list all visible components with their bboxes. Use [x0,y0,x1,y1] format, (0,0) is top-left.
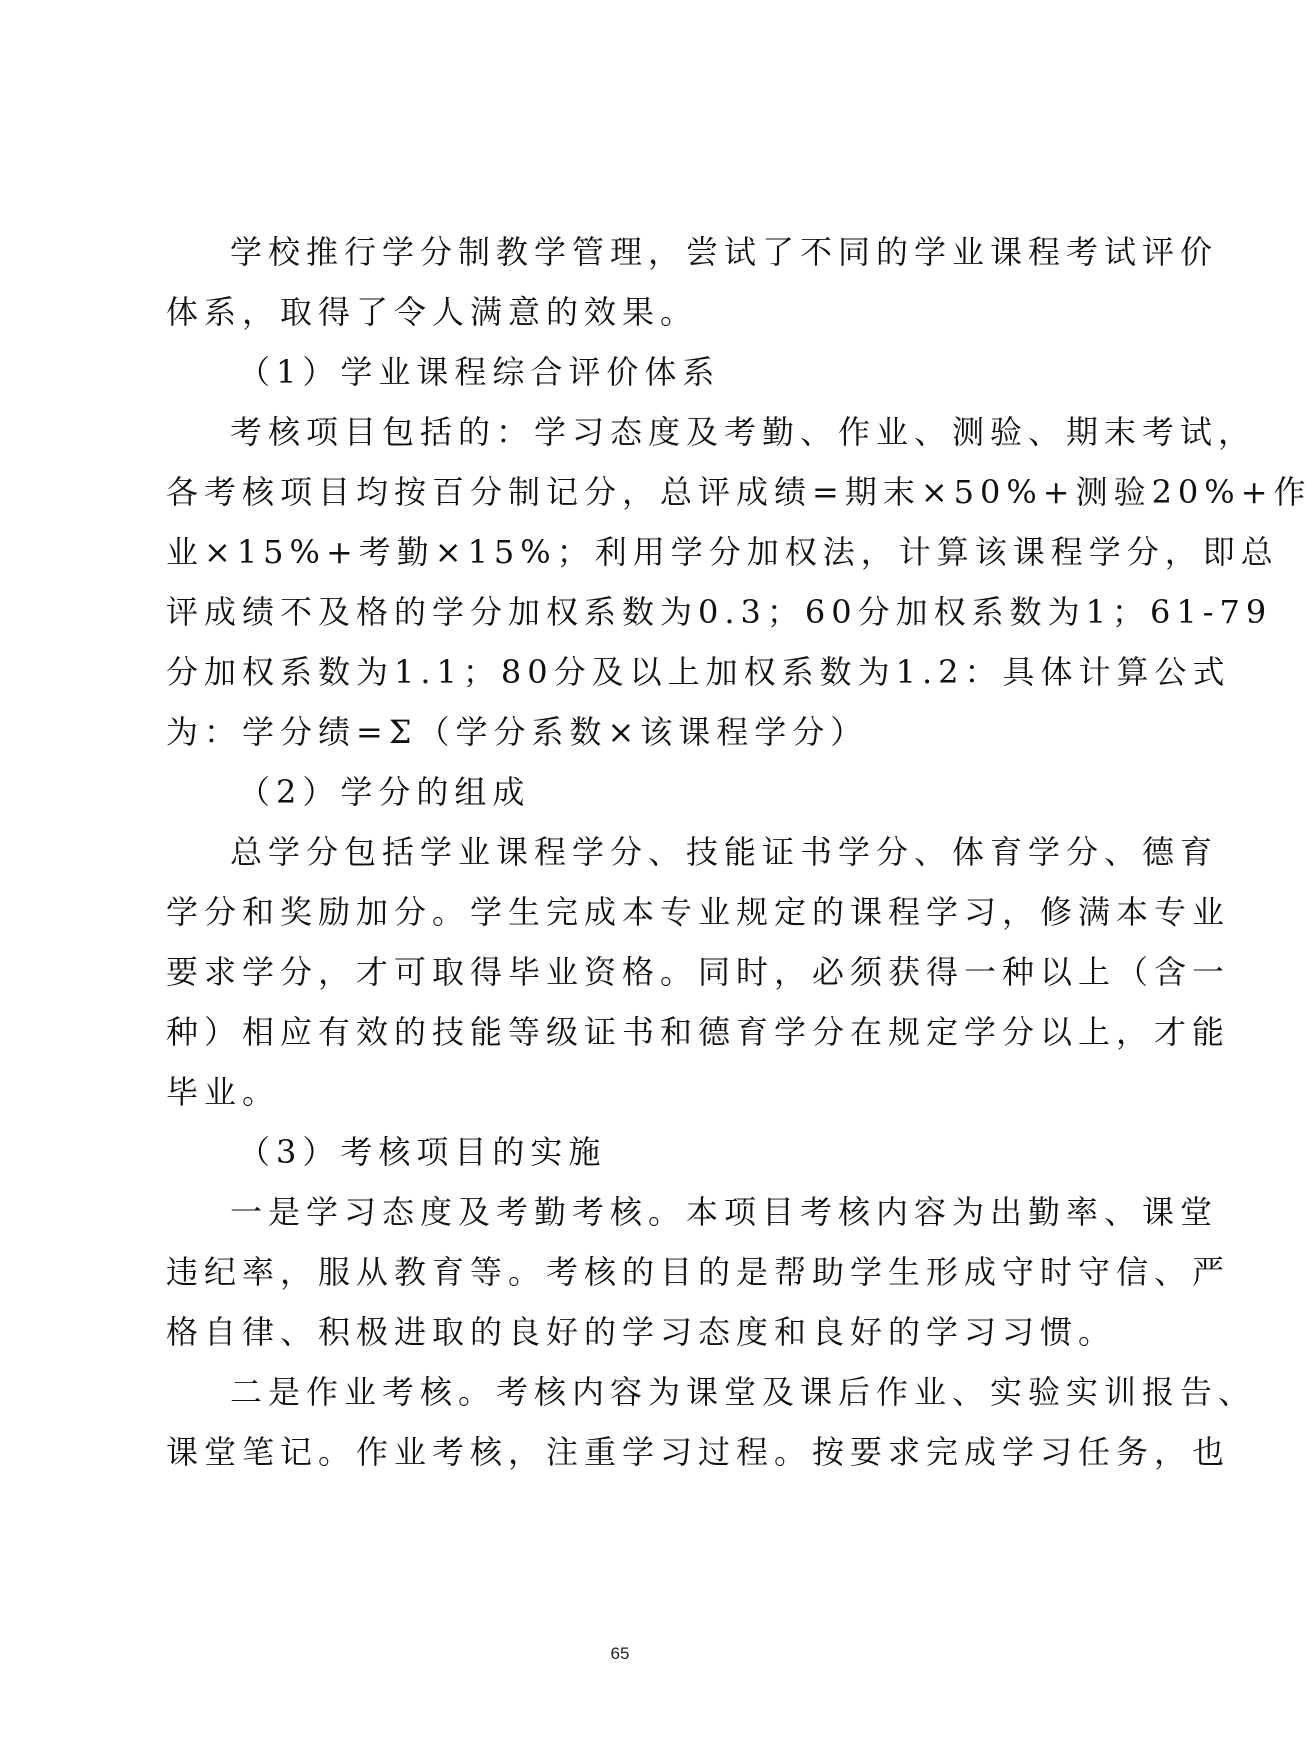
paragraph-line: 种）相应有效的技能等级证书和德育学分在规定学分以上，才能 [166,1013,1231,1051]
paragraph-line: 为：学分绩=Σ（学分系数×该课程学分） [166,713,869,751]
paragraph-line: 格自律、积极进取的良好的学习态度和良好的学习习惯。 [166,1313,1117,1351]
paragraph-line: 一是学习态度及考勤考核。本项目考核内容为出勤率、课堂 [230,1193,1219,1231]
paragraph-line: 学校推行学分制教学管理，尝试了不同的学业课程考试评价 [230,233,1219,271]
paragraph-line: 业×15%+考勤×15%；利用学分加权法，计算该课程学分，即总 [166,533,1279,571]
page-number: 65 [610,1644,630,1663]
section-heading: （3）考核项目的实施 [238,1133,607,1171]
paragraph-line: 课堂笔记。作业考核，注重学习过程。按要求完成学习任务，也 [166,1433,1231,1471]
section-heading: （1）学业课程综合评价体系 [238,353,721,391]
paragraph-line: 违纪率，服从教育等。考核的目的是帮助学生形成守时守信、严 [166,1253,1231,1291]
paragraph-line: 毕业。 [166,1073,281,1111]
paragraph-line: 体系，取得了令人满意的效果。 [166,293,699,331]
paragraph-line: 学分和奖励加分。学生完成本专业规定的课程学习，修满本专业 [166,893,1231,931]
document-body [166,222,1312,1482]
paragraph-line: 各考核项目均按百分制记分，总评成绩=期末×50%+测验20%+作 [166,473,1312,511]
paragraph-line: 分加权系数为1.1；80分及以上加权系数为1.2：具体计算公式 [166,653,1231,691]
paragraph-line: 要求学分，才可取得毕业资格。同时，必须获得一种以上（含一 [166,953,1231,991]
paragraph-line: 考核项目包括的：学习态度及考勤、作业、测验、期末考试， [230,413,1257,451]
paragraph-line: 评成绩不及格的学分加权系数为0.3；60分加权系数为1；61-79 [166,593,1273,631]
paragraph-line: 二是作业考核。考核内容为课堂及课后作业、实验实训报告、 [230,1373,1257,1411]
paragraph-line: 总学分包括学业课程学分、技能证书学分、体育学分、德育 [230,833,1219,871]
section-heading: （2）学分的组成 [238,773,531,811]
